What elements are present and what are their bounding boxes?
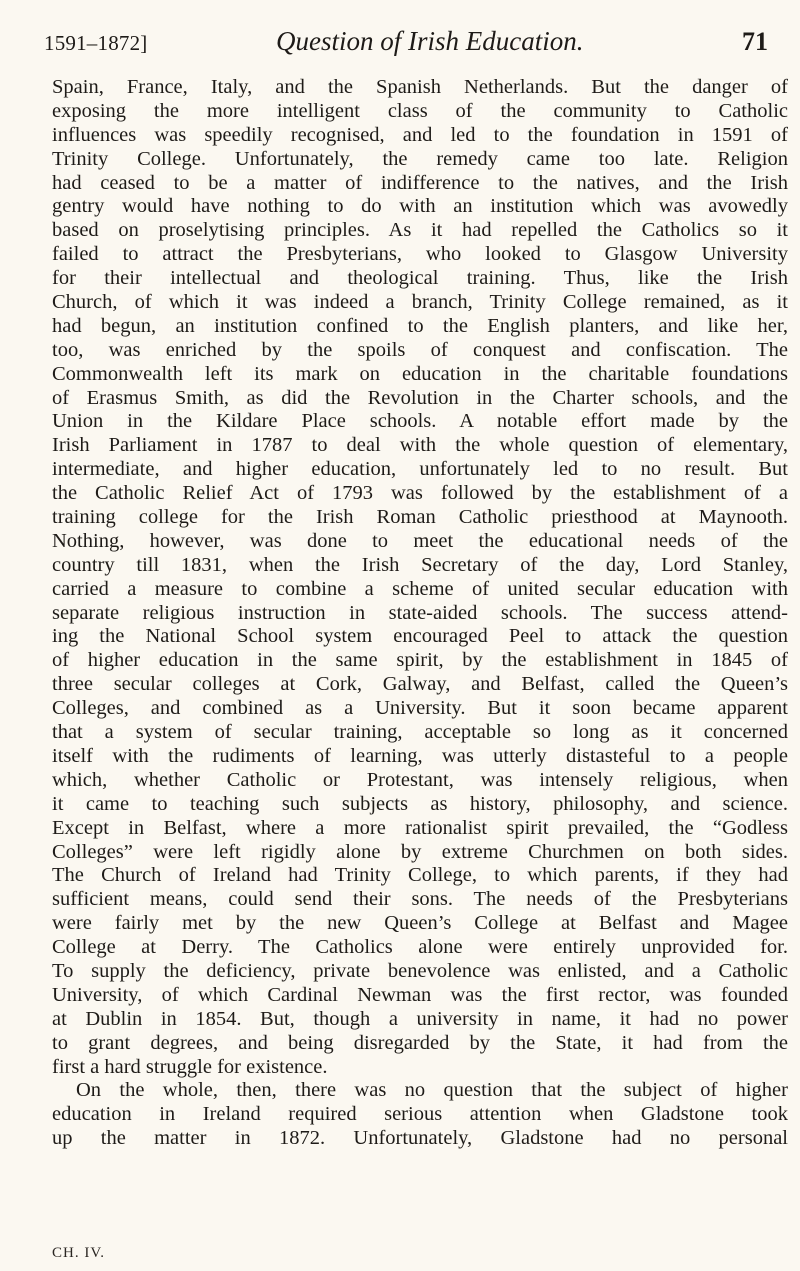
running-header (44, 26, 768, 66)
text-line: exposing the more intelligent class of the community to Catholic (52, 99, 788, 122)
text-line: at Dublin in 1854. But, though a university in name, it had no power (52, 1007, 788, 1030)
text-line: up the matter in 1872. Unfortunately, Gladstone had no personal (52, 1127, 788, 1150)
text-line: for their intellectual and theological training. Thus, like the Irish (52, 267, 788, 290)
text-line: based on proselytising principles. As it had repelled the Catholics so it (52, 219, 788, 242)
text-line: Trinity College. Unfortunately, the remedy came too late. Religion (52, 147, 788, 170)
text-line: Union in the Kildare Place schools. A notable effort made by the (52, 410, 788, 433)
text-line: training college for the Irish Roman Catholic priesthood at Maynooth. (52, 506, 788, 529)
text-line: had ceased to be a matter of indifference to the natives, and the Irish (52, 171, 788, 194)
text-line: separate religious instruction in state-aided schools. The success attend- (52, 601, 788, 624)
text-line: that a system of secular training, acceptable so long as it concerned (52, 721, 788, 744)
text-line: The Church of Ireland had Trinity College, to which parents, if they had (52, 864, 788, 887)
text-line: first a hard struggle for existence. (52, 1055, 328, 1078)
signature-mark: CH. IV. (52, 1245, 105, 1261)
text-line: country till 1831, when the Irish Secretary of the day, Lord Stanley, (52, 553, 788, 576)
text-line: of higher education in the same spirit, by the establishment in 1845 of (52, 649, 788, 672)
text-line: gentry would have nothing to do with an institution which was avowedly (52, 195, 788, 218)
text-line: On the whole, then, there was no question that the subject of higher (76, 1079, 788, 1102)
text-line: Irish Parliament in 1787 to deal with the whole question of elementary, (52, 434, 788, 457)
text-line: Except in Belfast, where a more rationalist spirit prevailed, the “Godless (52, 816, 788, 839)
text-line: intermediate, and higher education, unfortunately led to no result. But (52, 458, 788, 481)
text-line: carried a measure to combine a scheme of united secular education with (52, 577, 788, 600)
text-line: had begun, an institution confined to the English planters, and like her, (52, 314, 788, 337)
header-title: Question of Irish Education. (276, 26, 584, 56)
text-line: Nothing, however, was done to meet the educational needs of the (52, 529, 788, 552)
text-line: three secular colleges at Cork, Galway, and Belfast, called the Queen’s (52, 673, 788, 696)
text-line: which, whether Catholic or Protestant, was intensely religious, when (52, 768, 788, 791)
text-line: education in Ireland required serious attention when Gladstone took (52, 1103, 788, 1126)
body-text (52, 76, 788, 1151)
text-line: to grant degrees, and being disregarded by the State, it had from the (52, 1031, 788, 1054)
text-line: ing the National School system encouraged Peel to attack the question (52, 625, 788, 648)
text-line: failed to attract the Presbyterians, who looked to Glasgow University (52, 243, 788, 266)
text-line: sufficient means, could send their sons. The needs of the Presbyterians (52, 888, 788, 911)
header-date-range: 1591–1872] (44, 31, 148, 55)
text-line: the Catholic Relief Act of 1793 was followed by the establishment of a (52, 482, 788, 505)
page-number: 71 (741, 27, 768, 56)
text-line: Spain, France, Italy, and the Spanish Netherlands. But the danger of (52, 76, 788, 98)
text-line: College at Derry. The Catholics alone were entirely unprovided for. (52, 936, 788, 959)
text-line: too, was enriched by the spoils of conquest and confiscation. The (52, 338, 788, 361)
text-line: influences was speedily recognised, and led to the foundation in 1591 of (52, 123, 788, 146)
text-line: itself with the rudiments of learning, was utterly distasteful to a people (52, 744, 788, 767)
text-line: Church, of which it was indeed a branch, Trinity College remained, as it (52, 291, 788, 314)
text-line: Colleges, and combined as a University. But it soon became apparent (52, 697, 788, 720)
text-line: of Erasmus Smith, as did the Revolution in the Charter schools, and the (52, 386, 788, 409)
text-line: To supply the deficiency, private benevolence was enlisted, and a Catholic (52, 959, 788, 982)
text-line: it came to teaching such subjects as history, philosophy, and science. (52, 792, 788, 815)
text-line: were fairly met by the new Queen’s College at Belfast and Magee (52, 912, 788, 935)
text-line: Commonwealth left its mark on education in the charitable foundations (52, 362, 788, 385)
text-line: Colleges” were left rigidly alone by extreme Churchmen on both sides. (52, 840, 788, 863)
text-line: University, of which Cardinal Newman was the first rector, was founded (52, 983, 788, 1006)
